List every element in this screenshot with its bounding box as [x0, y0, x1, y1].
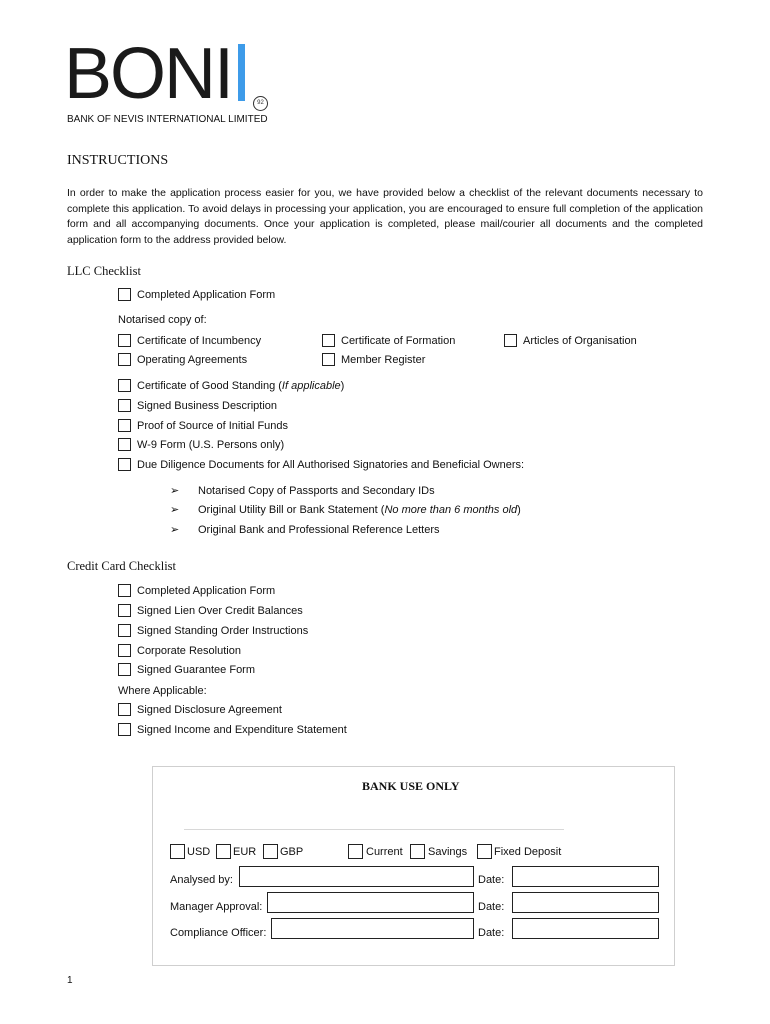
llc-formation-item[interactable]: Certificate of Formation	[322, 334, 455, 347]
arrow-bullet-icon: ➢	[170, 524, 180, 536]
bullet-reference-letters: ➢ Original Bank and Professional Reference Letters	[170, 524, 440, 536]
account-savings[interactable]: Savings	[410, 844, 467, 859]
llc-articles-item[interactable]: Articles of Organisation	[504, 334, 637, 347]
account-current[interactable]: Current	[348, 844, 403, 859]
currency-usd[interactable]: USD	[170, 844, 210, 859]
credit-item[interactable]: Signed Guarantee Form	[118, 663, 255, 676]
boni-logo	[64, 34, 284, 114]
compliance-date-field[interactable]	[512, 918, 659, 939]
manager-approval-label: Manager Approval:	[170, 901, 263, 913]
date-label: Date:	[478, 927, 505, 939]
checkbox[interactable]	[216, 844, 231, 859]
account-fixed-deposit[interactable]: Fixed Deposit	[477, 844, 561, 859]
checkbox[interactable]	[170, 844, 185, 859]
instructions-title: INSTRUCTIONS	[67, 153, 169, 168]
logo-accent-bar	[238, 44, 245, 101]
currency-gbp[interactable]: GBP	[263, 844, 303, 859]
checkbox[interactable]	[477, 844, 492, 859]
checkbox[interactable]	[118, 399, 131, 412]
checkbox[interactable]	[118, 644, 131, 657]
credit-checklist-title: Credit Card Checklist	[67, 559, 177, 573]
analysed-by-field[interactable]	[239, 866, 474, 887]
llc-checklist-title: LLC Checklist	[67, 264, 141, 278]
checkbox[interactable]	[118, 723, 131, 736]
credit-item[interactable]: Signed Lien Over Credit Balances	[118, 604, 303, 617]
manager-date-field[interactable]	[512, 892, 659, 913]
checkbox[interactable]	[118, 584, 131, 597]
bullet-passports: ➢ Notarised Copy of Passports and Secondary IDs	[170, 485, 435, 497]
checkbox[interactable]	[118, 458, 131, 471]
checkbox[interactable]	[118, 379, 131, 392]
bank-name: BANK OF NEVIS INTERNATIONAL LIMITED	[67, 114, 268, 125]
llc-due-diligence-item[interactable]: Due Diligence Documents for All Authorised Signatories and Beneficial Owners:	[118, 458, 524, 471]
checkbox[interactable]	[348, 844, 363, 859]
bank-use-only-title: BANK USE ONLY	[362, 779, 460, 793]
checkbox[interactable]	[118, 353, 131, 366]
analysed-date-field[interactable]	[512, 866, 659, 887]
checkbox[interactable]	[118, 663, 131, 676]
notarised-label: Notarised copy of:	[118, 314, 207, 326]
divider	[184, 829, 564, 830]
checkbox[interactable]	[504, 334, 517, 347]
checkbox[interactable]	[263, 844, 278, 859]
credit-item[interactable]: Completed Application Form	[118, 584, 275, 597]
credit-item[interactable]: Signed Standing Order Instructions	[118, 624, 308, 637]
arrow-bullet-icon: ➢	[170, 485, 180, 497]
checkbox[interactable]	[322, 353, 335, 366]
bullet-utility-bill: ➢ Original Utility Bill or Bank Statement (No more than 6 months old)	[170, 504, 521, 516]
credit-extra-item[interactable]: Signed Disclosure Agreement	[118, 703, 282, 716]
llc-w9-item[interactable]: W-9 Form (U.S. Persons only)	[118, 438, 284, 451]
logo-badge: 92	[253, 96, 268, 111]
checkbox[interactable]	[410, 844, 425, 859]
llc-operating-item[interactable]: Operating Agreements	[118, 353, 247, 366]
llc-member-register-item[interactable]: Member Register	[322, 353, 425, 366]
llc-completed-form-item[interactable]: Completed Application Form	[118, 288, 275, 301]
arrow-bullet-icon: ➢	[170, 504, 180, 516]
checkbox[interactable]	[118, 604, 131, 617]
llc-source-funds-item[interactable]: Proof of Source of Initial Funds	[118, 419, 288, 432]
page-number: 1	[67, 975, 73, 986]
manager-approval-field[interactable]	[267, 892, 474, 913]
checkbox[interactable]	[322, 334, 335, 347]
llc-good-standing-item[interactable]: Certificate of Good Standing ( If applicable )	[118, 379, 344, 392]
credit-extra-item[interactable]: Signed Income and Expenditure Statement	[118, 723, 347, 736]
checkbox[interactable]	[118, 703, 131, 716]
compliance-officer-label: Compliance Officer:	[170, 927, 267, 939]
compliance-officer-field[interactable]	[271, 918, 474, 939]
instructions-text: In order to make the application process easier for you, we have provided below a checklist of the relevant documents necessary to complete this application. To avoid delays in processing your application, you are encouraged to ensure full completion of the application form and all accompanying documents. Once your application is completed, please mail/courier all documents and the completed application form to the address provided below.	[67, 187, 703, 246]
checkbox[interactable]	[118, 624, 131, 637]
analysed-by-label: Analysed by:	[170, 874, 233, 886]
date-label: Date:	[478, 874, 505, 886]
checkbox[interactable]	[118, 334, 131, 347]
currency-eur[interactable]: EUR	[216, 844, 256, 859]
checkbox[interactable]	[118, 438, 131, 451]
llc-incumbency-item[interactable]: Certificate of Incumbency	[118, 334, 261, 347]
checkbox[interactable]	[118, 419, 131, 432]
llc-business-desc-item[interactable]: Signed Business Description	[118, 399, 277, 412]
logo-text: BONI	[64, 34, 233, 114]
credit-item[interactable]: Corporate Resolution	[118, 644, 241, 657]
checkbox[interactable]	[118, 288, 131, 301]
where-applicable-label: Where Applicable:	[118, 685, 207, 697]
date-label: Date:	[478, 901, 505, 913]
